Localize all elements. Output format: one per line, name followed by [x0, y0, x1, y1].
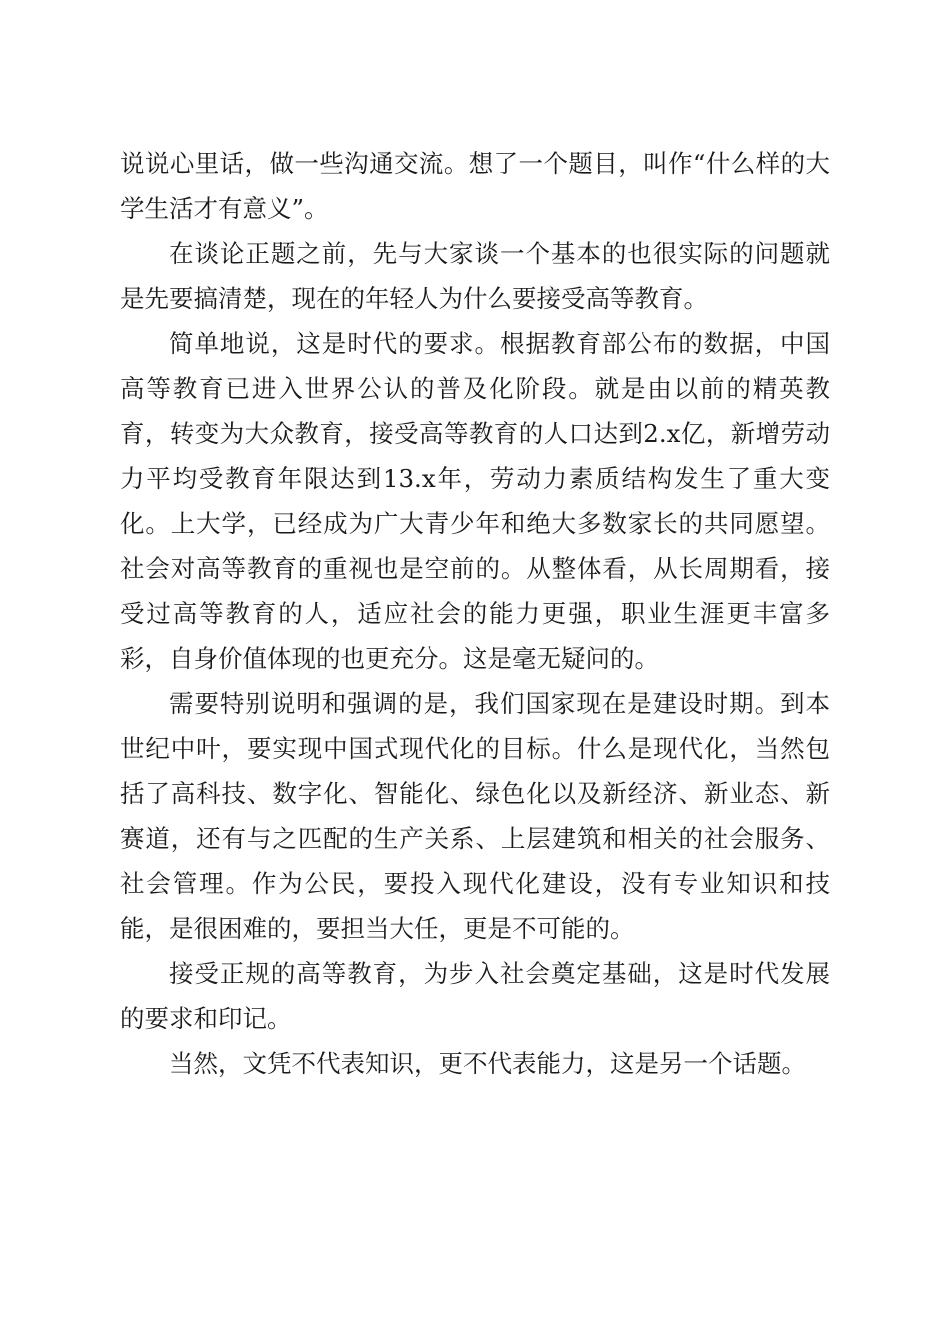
- paragraph: 接受正规的高等教育，为步入社会奠定基础，这是时代发展的要求和印记。: [120, 959, 830, 1033]
- paragraph: 当然，文凭不代表知识，更不代表能力，这是另一个话题。: [169, 1049, 806, 1078]
- paragraph: 需要特别说明和强调的是，我们国家现在是建设时期。到本世纪中叶，要实现中国式现代化的目标。什么是现代化，当然包括了高科技、数字化、智能化、绿色化以及新经济、新业态、新赛道，还有与之匹配的生产关系、上层建筑和相关的社会服务、社会管理。作为公民，要投入现代化建设，没有专业知识和技能，是很困难的，要担当大任，更是不可能的。: [120, 689, 830, 943]
- paragraph: 简单地说，这是时代的要求。根据教育部公布的数据，中国高等教育已进入世界公认的普及化阶段。就是由以前的精英教育，转变为大众教育，接受高等教育的人口达到2.x亿，新增劳动力平均受教育年限达到13.x年，劳动力素质结构发生了重大变化。上大学，已经成为广大青少年和绝大多数家长的共同愿望。社会对高等教育的重视也是空前的。从整体看，从长周期看，接受过高等教育的人，适应社会的能力更强，职业生涯更丰富多彩，自身价值体现的也更充分。这是毫无疑问的。: [120, 329, 830, 673]
- paragraph-continued: 说说心里话，做一些沟通交流。想了一个题目，叫作“什么样的大学生活才有意义”。: [120, 149, 830, 223]
- paragraph: 在谈论正题之前，先与大家谈一个基本的也很实际的问题就是先要搞清楚，现在的年轻人为什么要接受高等教育。: [120, 239, 830, 313]
- document-body: [120, 141, 830, 1086]
